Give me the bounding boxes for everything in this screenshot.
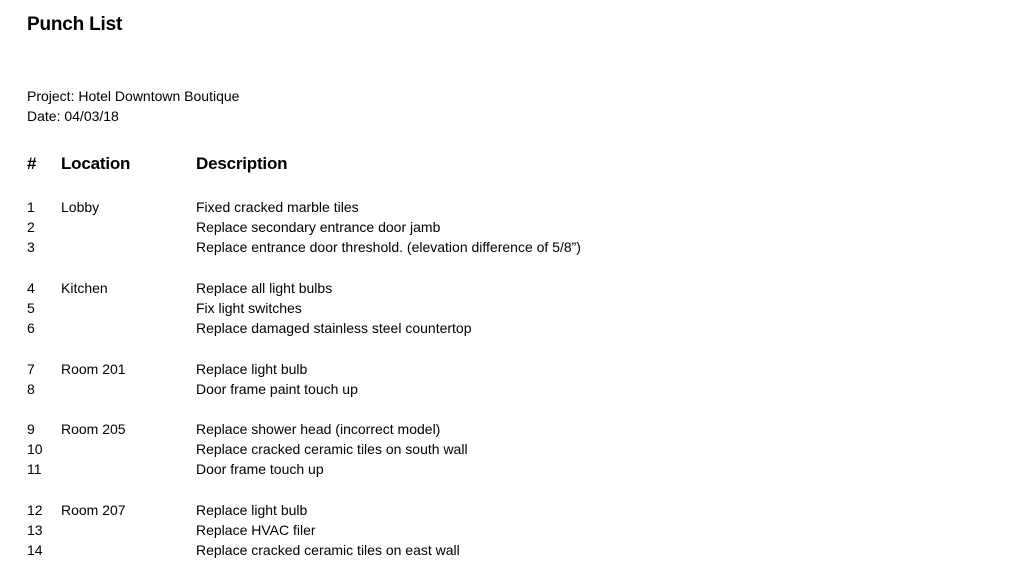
item-number: 5 [27, 299, 35, 316]
table-row [0, 379, 1024, 399]
item-location: Lobby [61, 199, 100, 215]
column-header-description: Description [196, 154, 288, 173]
item-description: Replace entrance door threshold. (elevation difference of 5/8”) [196, 239, 581, 256]
item-number: 13 [27, 522, 43, 538]
item-location: Room 207 [61, 501, 126, 518]
item-description: Door frame touch up [196, 461, 324, 478]
item-description: Fix light switches [196, 299, 302, 316]
table-row [0, 278, 1024, 298]
column-header-location: Location [61, 154, 131, 173]
item-location: Kitchen [61, 279, 108, 296]
table-row [0, 500, 1024, 520]
group-spacer [0, 480, 1024, 500]
table-row [0, 298, 1024, 318]
item-number: 6 [27, 320, 35, 337]
column-header-number: # [27, 154, 37, 173]
item-number: 11 [27, 461, 42, 478]
table-row [0, 419, 1024, 439]
item-location: Room 205 [61, 421, 126, 438]
item-description: Replace HVAC filer [196, 522, 316, 538]
item-description: Replace shower head (incorrect model) [196, 421, 441, 438]
date-line: Date: 04/03/18 [27, 108, 119, 124]
item-number: 7 [27, 360, 35, 377]
item-number: 1 [27, 199, 35, 215]
item-description: Replace secondary entrance door jamb [196, 219, 441, 236]
table-row [0, 439, 1024, 459]
item-number: 8 [27, 380, 35, 397]
table-row [0, 359, 1024, 379]
punch-list-table [0, 197, 1024, 560]
item-location: Room 201 [61, 360, 126, 377]
item-number: 10 [27, 441, 43, 458]
group-spacer [0, 399, 1024, 419]
table-row [0, 318, 1024, 338]
item-description: Replace light bulb [196, 501, 308, 518]
project-line: Project: Hotel Downtown Boutique [27, 88, 240, 104]
table-row [0, 237, 1024, 257]
item-description: Replace cracked ceramic tiles on east wall [196, 542, 460, 559]
item-description: Replace light bulb [196, 360, 308, 377]
table-row [0, 459, 1024, 479]
group-spacer [0, 258, 1024, 278]
group-spacer [0, 338, 1024, 358]
item-description: Replace all light bulbs [196, 279, 333, 296]
page-title: Punch List [27, 14, 123, 35]
table-row [0, 540, 1024, 560]
item-description: Door frame paint touch up [196, 380, 358, 397]
item-number: 12 [27, 501, 43, 518]
item-number: 14 [27, 542, 43, 559]
table-row [0, 217, 1024, 237]
item-number: 2 [27, 219, 35, 236]
item-description: Fixed cracked marble tiles [196, 199, 359, 215]
item-description: Replace damaged stainless steel countertop [196, 320, 472, 337]
item-number: 3 [27, 239, 35, 256]
item-number: 4 [27, 279, 35, 296]
table-row [0, 520, 1024, 540]
table-row [0, 197, 1024, 217]
item-number: 9 [27, 421, 35, 438]
item-description: Replace cracked ceramic tiles on south wall [196, 441, 468, 458]
